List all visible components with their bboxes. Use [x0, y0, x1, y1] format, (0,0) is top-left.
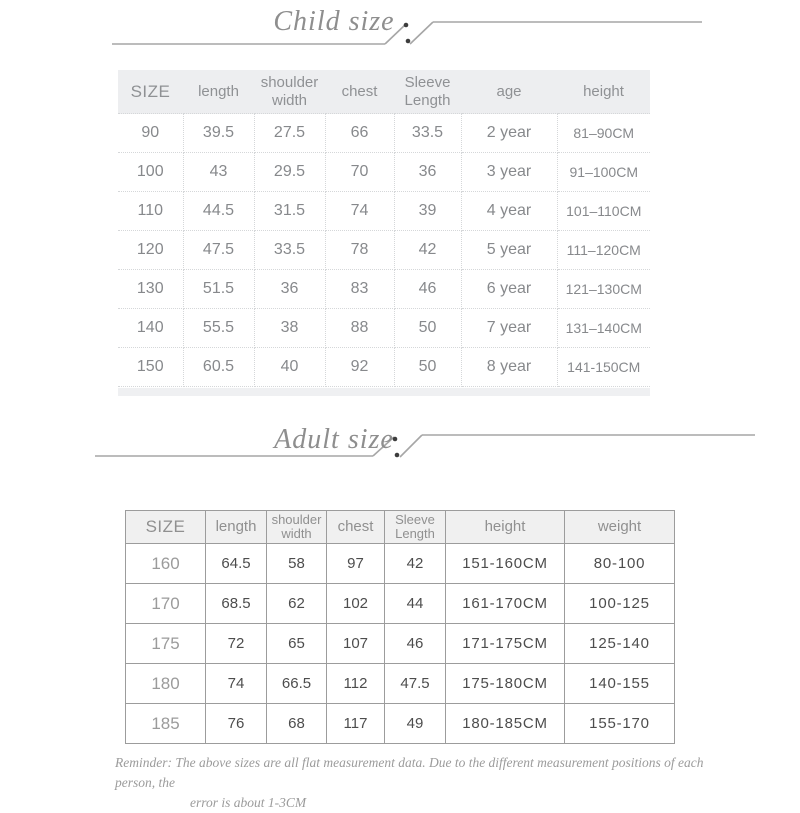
table-cell: 51.5 — [183, 270, 254, 309]
table-cell: 151-160CM — [446, 544, 565, 584]
table-cell: 141-150CM — [557, 348, 650, 387]
column-header-height: height — [557, 70, 650, 114]
table-cell: 160 — [126, 544, 206, 584]
table-cell: 180 — [126, 664, 206, 704]
table-row — [118, 309, 650, 348]
adult-table-header-row — [126, 511, 675, 544]
table-cell: 107 — [327, 624, 385, 664]
table-cell: 140 — [118, 309, 183, 348]
table-cell: 65 — [267, 624, 327, 664]
table-cell: 46 — [385, 624, 446, 664]
table-cell: 117 — [327, 704, 385, 744]
table-cell: 130 — [118, 270, 183, 309]
table-cell: 110 — [118, 192, 183, 231]
table-cell: 42 — [394, 231, 461, 270]
table-cell: 39 — [394, 192, 461, 231]
table-cell: 46 — [394, 270, 461, 309]
table-cell: 43 — [183, 153, 254, 192]
table-cell: 4 year — [461, 192, 557, 231]
table-cell: 131–140CM — [557, 309, 650, 348]
table-cell: 6 year — [461, 270, 557, 309]
column-header-shoulder-width: shoulder width — [267, 511, 327, 544]
table-cell: 39.5 — [183, 114, 254, 153]
table-row — [126, 544, 675, 584]
table-cell: 112 — [327, 664, 385, 704]
table-cell: 2 year — [461, 114, 557, 153]
table-cell: 97 — [327, 544, 385, 584]
table-cell: 101–110CM — [557, 192, 650, 231]
table-row — [126, 664, 675, 704]
table-cell: 78 — [325, 231, 394, 270]
table-cell: 29.5 — [254, 153, 325, 192]
table-row — [126, 584, 675, 624]
table-cell: 175-180CM — [446, 664, 565, 704]
table-cell: 102 — [327, 584, 385, 624]
child-section-title: Child size — [273, 6, 395, 37]
table-cell: 60.5 — [183, 348, 254, 387]
table-cell: 74 — [325, 192, 394, 231]
table-cell: 88 — [325, 309, 394, 348]
table-cell: 92 — [325, 348, 394, 387]
reminder-note — [115, 753, 715, 813]
table-cell: 36 — [254, 270, 325, 309]
table-cell: 72 — [206, 624, 267, 664]
table-cell: 185 — [126, 704, 206, 744]
child-table-footer-strip — [118, 388, 650, 396]
column-header-shoulder-width: shoulder width — [254, 70, 325, 114]
table-cell: 44.5 — [183, 192, 254, 231]
table-row — [118, 270, 650, 309]
table-cell: 81–90CM — [557, 114, 650, 153]
table-cell: 155-170 — [565, 704, 675, 744]
table-cell: 66 — [325, 114, 394, 153]
table-cell: 100-125 — [565, 584, 675, 624]
column-header-sleeve-length: Sleeve Length — [385, 511, 446, 544]
table-cell: 68.5 — [206, 584, 267, 624]
adult-section-title: Adult size — [274, 424, 394, 455]
table-cell: 74 — [206, 664, 267, 704]
table-cell: 55.5 — [183, 309, 254, 348]
table-cell: 62 — [267, 584, 327, 624]
table-cell: 5 year — [461, 231, 557, 270]
table-row — [118, 192, 650, 231]
child-table-header-row — [118, 70, 650, 114]
column-header-sleeve-length: Sleeve Length — [394, 70, 461, 114]
table-cell: 80-100 — [565, 544, 675, 584]
table-cell: 180-185CM — [446, 704, 565, 744]
table-cell: 111–120CM — [557, 231, 650, 270]
table-cell: 38 — [254, 309, 325, 348]
table-cell: 50 — [394, 309, 461, 348]
table-row — [118, 114, 650, 153]
column-header-size: SIZE — [118, 70, 183, 114]
table-cell: 70 — [325, 153, 394, 192]
table-cell: 150 — [118, 348, 183, 387]
reminder-line1: Reminder: The above sizes are all flat measurement data. Due to the different measurement positions of each person, the — [115, 755, 704, 790]
column-header-size: SIZE — [126, 511, 206, 544]
table-cell: 90 — [118, 114, 183, 153]
table-cell: 8 year — [461, 348, 557, 387]
table-cell: 31.5 — [254, 192, 325, 231]
table-cell: 3 year — [461, 153, 557, 192]
table-cell: 36 — [394, 153, 461, 192]
table-cell: 33.5 — [254, 231, 325, 270]
table-cell: 100 — [118, 153, 183, 192]
column-header-chest: chest — [325, 70, 394, 114]
table-cell: 47.5 — [183, 231, 254, 270]
table-cell: 175 — [126, 624, 206, 664]
table-cell: 33.5 — [394, 114, 461, 153]
table-cell: 76 — [206, 704, 267, 744]
table-cell: 161-170CM — [446, 584, 565, 624]
column-header-length: length — [183, 70, 254, 114]
table-cell: 47.5 — [385, 664, 446, 704]
column-header-weight: weight — [565, 511, 675, 544]
table-cell: 50 — [394, 348, 461, 387]
child-size-table — [118, 70, 650, 387]
table-cell: 64.5 — [206, 544, 267, 584]
table-cell: 44 — [385, 584, 446, 624]
table-cell: 40 — [254, 348, 325, 387]
table-row — [126, 624, 675, 664]
column-header-length: length — [206, 511, 267, 544]
table-row — [118, 153, 650, 192]
table-cell: 140-155 — [565, 664, 675, 704]
reminder-line2: error is about 1-3CM — [190, 795, 307, 810]
column-header-chest: chest — [327, 511, 385, 544]
column-header-age: age — [461, 70, 557, 114]
table-cell: 121–130CM — [557, 270, 650, 309]
table-cell: 120 — [118, 231, 183, 270]
table-row — [118, 231, 650, 270]
table-cell: 66.5 — [267, 664, 327, 704]
table-cell: 170 — [126, 584, 206, 624]
table-row — [118, 348, 650, 387]
table-cell: 27.5 — [254, 114, 325, 153]
table-cell: 125-140 — [565, 624, 675, 664]
table-cell: 7 year — [461, 309, 557, 348]
table-row — [126, 704, 675, 744]
adult-size-table — [125, 510, 675, 744]
table-cell: 83 — [325, 270, 394, 309]
table-cell: 58 — [267, 544, 327, 584]
column-header-height: height — [446, 511, 565, 544]
table-cell: 91–100CM — [557, 153, 650, 192]
table-cell: 49 — [385, 704, 446, 744]
table-cell: 68 — [267, 704, 327, 744]
table-cell: 171-175CM — [446, 624, 565, 664]
table-cell: 42 — [385, 544, 446, 584]
